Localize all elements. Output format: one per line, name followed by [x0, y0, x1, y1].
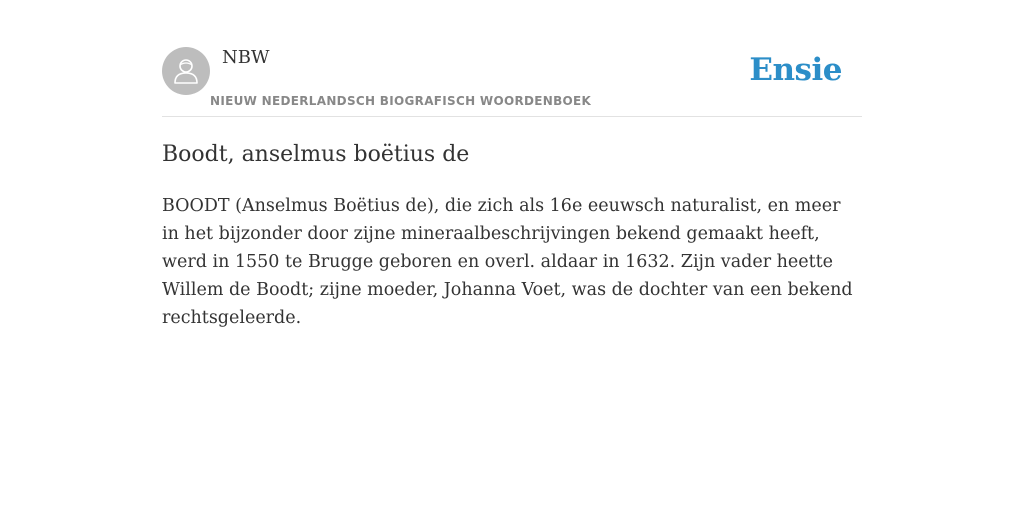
source-name[interactable]: NIEUW NEDERLANDSCH BIOGRAFISCH WOORDENBOEK: [210, 94, 592, 108]
author-name[interactable]: NBW: [222, 47, 270, 68]
page-title: Boodt, anselmus boëtius de: [162, 142, 470, 167]
brand-logo[interactable]: Ensie: [749, 52, 842, 88]
article-header: [162, 0, 862, 117]
article-body: BOODT (Anselmus Boëtius de), die zich als 16e eeuwsch naturalist, en meer in het bijzonder door zijne mineraalbeschrijvingen bekend gemaakt heeft, werd in 1550 te Brugge geboren en overl. aldaar in 1632. Zijn vader heette Willem de Boodt; zijne moeder, Johanna Voet, was de dochter van een bekend rechtsgeleerde.: [162, 196, 853, 328]
user-icon: [171, 56, 201, 86]
author-avatar[interactable]: [162, 47, 210, 95]
